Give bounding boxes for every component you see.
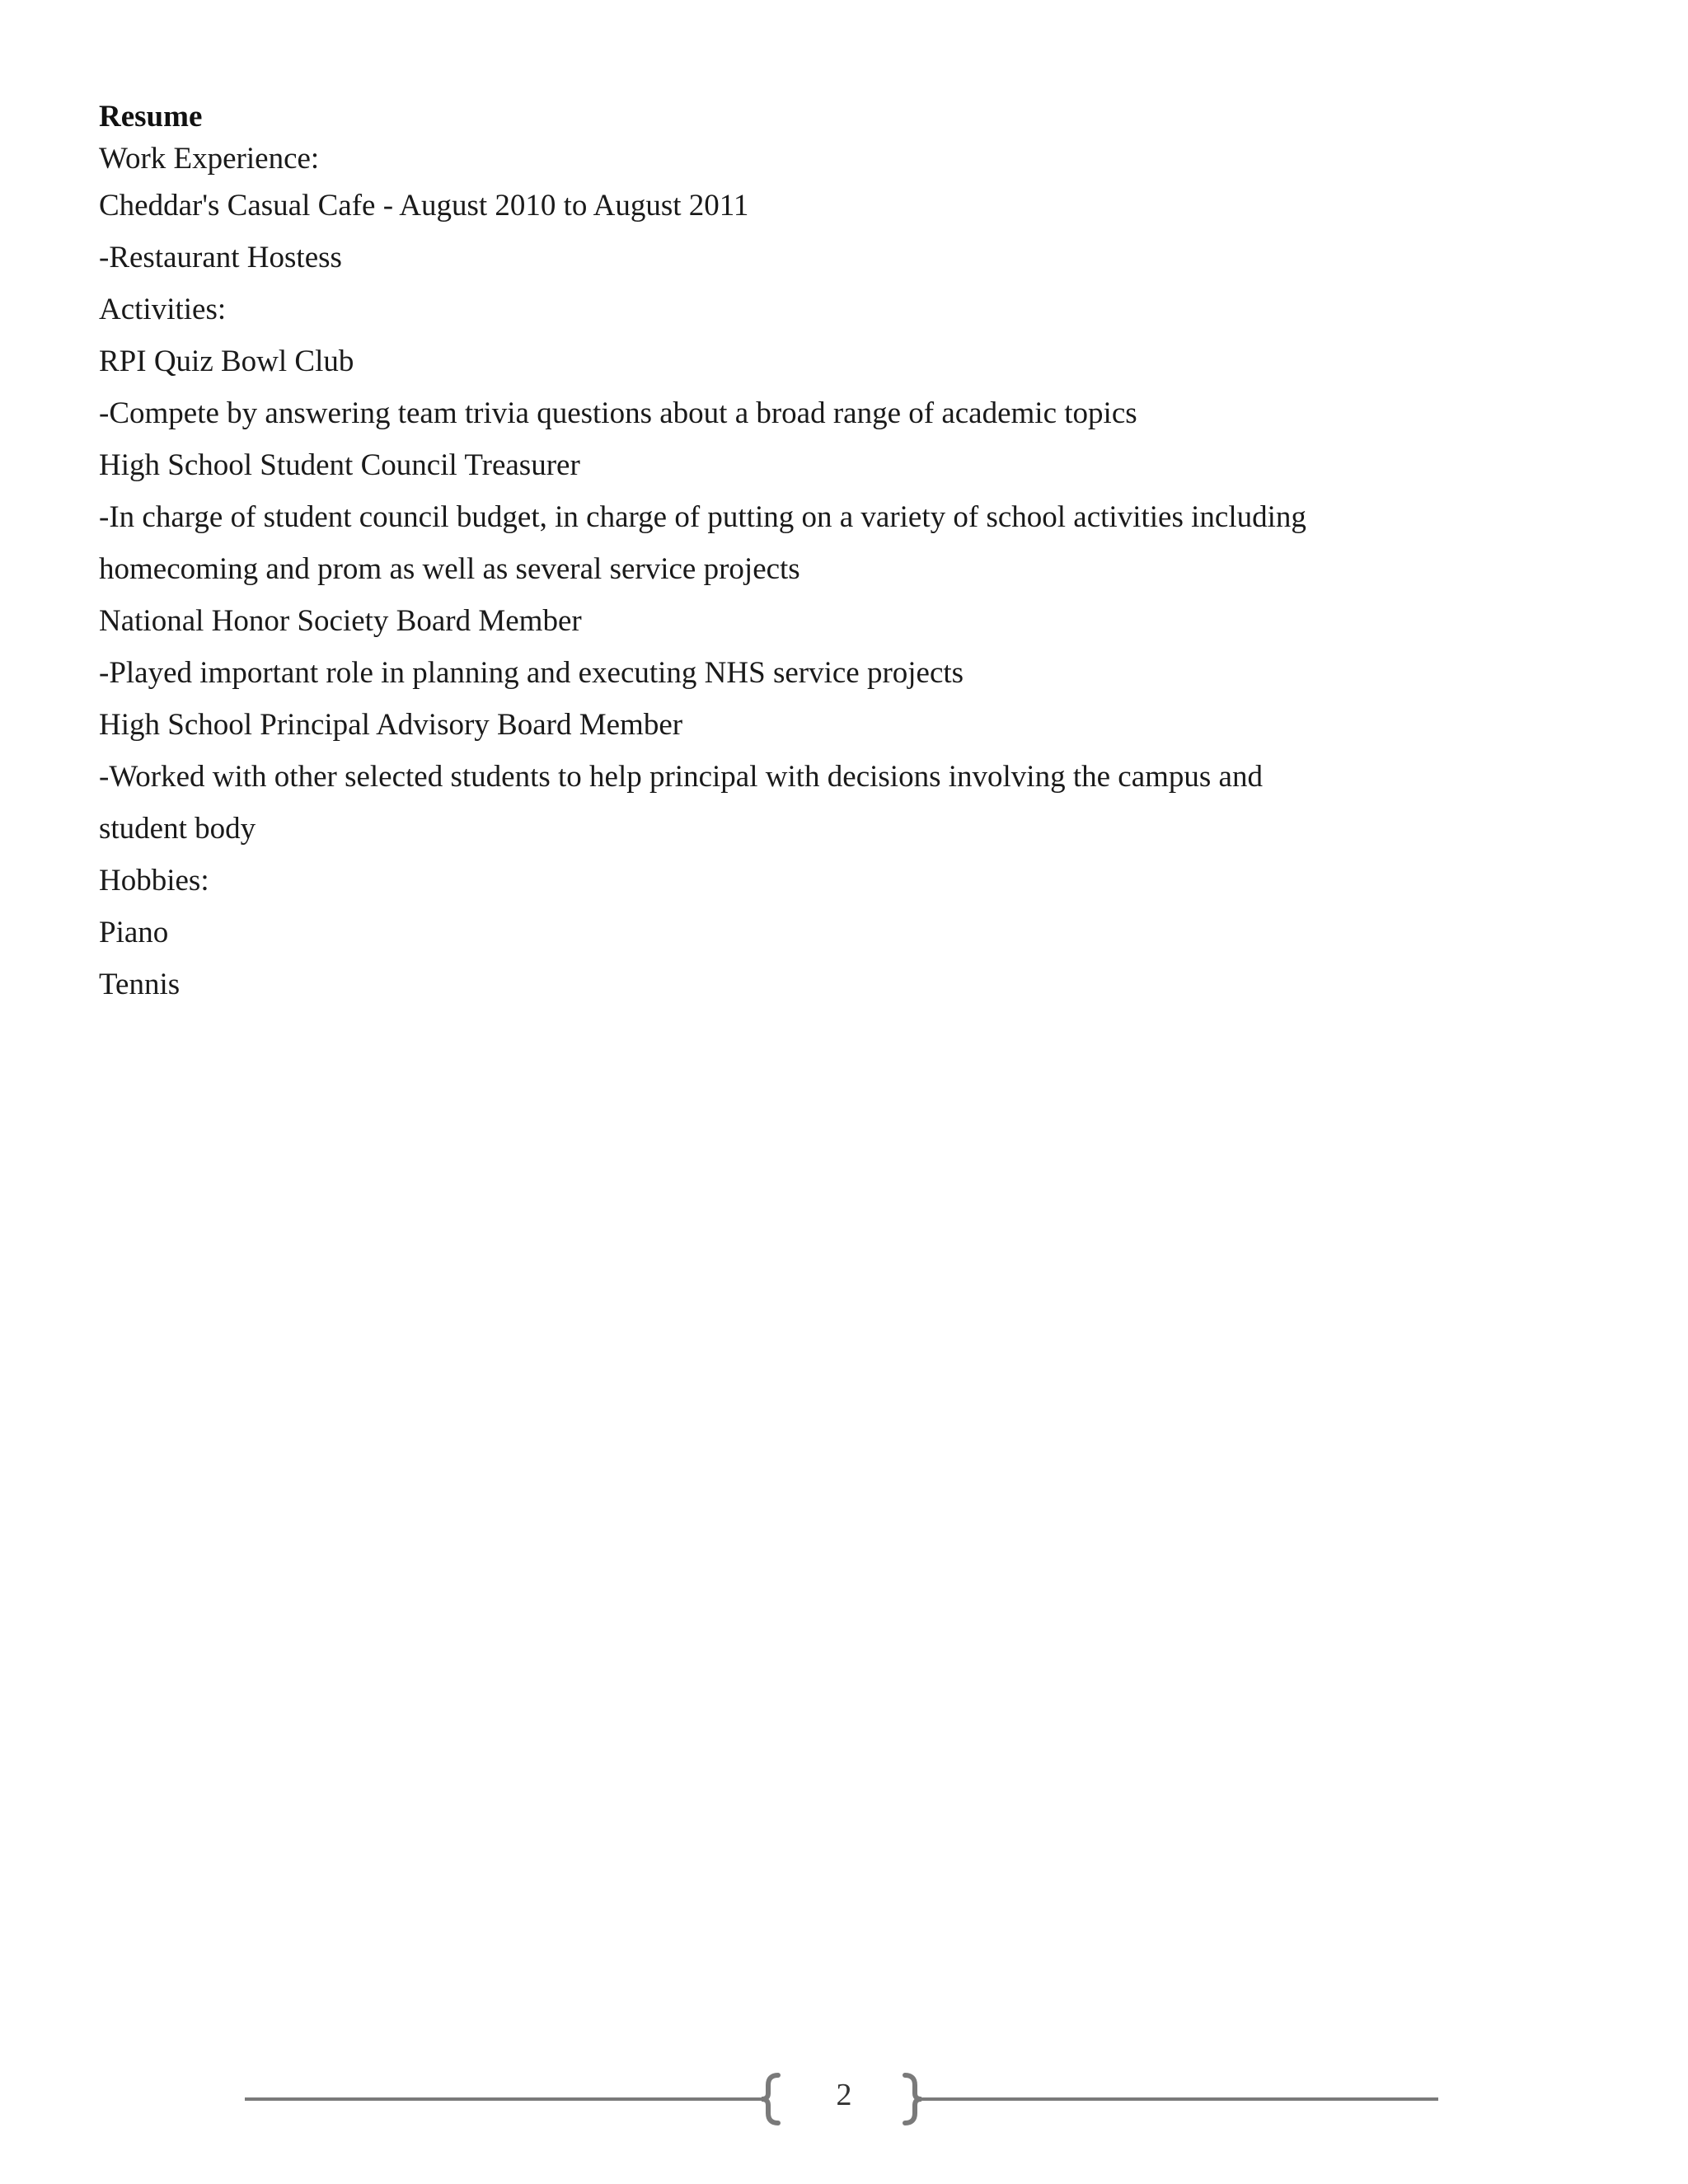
left-brace-icon <box>762 2075 778 2123</box>
resume-page <box>99 96 1434 1010</box>
job-role: -Restaurant Hostess <box>99 241 342 274</box>
activity-description: -Played important role in planning and executing NHS service projects <box>99 656 964 690</box>
job-entry: Cheddar's Casual Cafe - August 2010 to August 2011 <box>99 189 749 223</box>
section-heading-hobbies: Hobbies: <box>99 864 209 898</box>
activity-description: -Compete by answering team trivia questions about a broad range of academic topics <box>99 396 1137 430</box>
activity-description: -Worked with other selected students to help principal with decisions involving the campus and <box>99 760 1263 794</box>
activity-title: High School Principal Advisory Board Member <box>99 708 683 742</box>
page-number: 2 <box>836 2078 852 2112</box>
activity-title: National Honor Society Board Member <box>99 604 582 638</box>
activity-description-continued: student body <box>99 812 256 846</box>
activity-description: -In charge of student council budget, in charge of putting on a variety of school activities including <box>99 500 1306 534</box>
hobby-item: Piano <box>99 916 169 949</box>
section-heading-activities: Activities: <box>99 293 227 326</box>
section-heading-work-experience: Work Experience: <box>99 142 320 176</box>
activity-title: High School Student Council Treasurer <box>99 448 580 482</box>
page-title: Resume <box>99 100 203 134</box>
activity-title: RPI Quiz Bowl Club <box>99 344 354 378</box>
hobby-item: Tennis <box>99 968 181 1001</box>
activity-description-continued: homecoming and prom as well as several service projects <box>99 552 800 586</box>
